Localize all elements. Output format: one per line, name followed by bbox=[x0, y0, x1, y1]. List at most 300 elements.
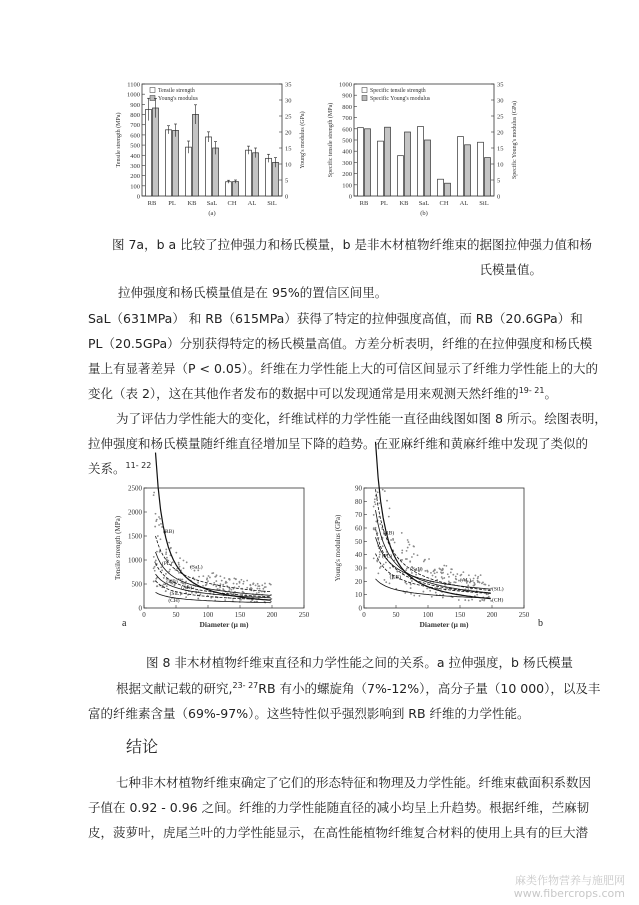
section-heading-text: 结论 bbox=[126, 737, 159, 756]
fig8-panel-b-point bbox=[386, 500, 388, 502]
fig8-panel-a-point bbox=[156, 585, 158, 587]
fig8-panel-b-point bbox=[455, 578, 457, 580]
fig8-panel-a-point bbox=[179, 566, 181, 568]
fig8-panel-b-point bbox=[432, 575, 434, 577]
fig7-panel-a-ylabel-right: Young's modulus (GPa) bbox=[300, 111, 306, 169]
fig8-panel-b-point bbox=[405, 558, 407, 560]
fig8-panel-a-point bbox=[153, 581, 155, 583]
fig7-panel-b-bar-KB-s1 bbox=[398, 156, 404, 196]
p3-line3-text: 关系。 bbox=[88, 461, 126, 476]
fig8-panel-b-point bbox=[452, 574, 454, 576]
fig7-panel-b-bar-SiL-s1 bbox=[478, 142, 484, 196]
fig8-panel-b-point bbox=[378, 556, 380, 558]
fig8-panel-b-point bbox=[374, 498, 376, 500]
fig8-panel-b-point bbox=[406, 583, 408, 585]
fig8-panel-b-point bbox=[401, 532, 403, 534]
fig8-panel-b-point bbox=[373, 506, 375, 508]
figure-8-svg bbox=[108, 480, 548, 640]
fig7-panel-b-bar-PL-s2 bbox=[385, 127, 391, 196]
fig8-panel-b-point bbox=[394, 542, 396, 544]
fig8-panel-a-point bbox=[262, 588, 264, 590]
fig8-panel-b-point bbox=[413, 595, 415, 597]
fig8-panel-b-xtick-label: 100 bbox=[422, 611, 434, 619]
fig8-panel-a-curve-label: (RB) bbox=[163, 529, 175, 536]
fig7-panel-b-ytick-label: 1000 bbox=[339, 81, 352, 89]
fig7-panel-b-y2tick-label: 35 bbox=[497, 81, 504, 89]
p5-line2: 子值在 0.92 - 0.96 之间。纤维的力学性能随直径的减小均呈上升趋势。根据纤维，苎麻韧 bbox=[88, 800, 590, 815]
fig7-panel-a-y2tick-label: 10 bbox=[285, 161, 292, 169]
fig7-panel-b-xtick-label: CH bbox=[439, 200, 449, 207]
fig8-panel-a-point bbox=[259, 588, 261, 590]
fig8-panel-a-point bbox=[158, 524, 160, 526]
fig8-panel-a-point bbox=[166, 557, 168, 559]
fig7-panel-b-bar-PL-s1 bbox=[378, 141, 384, 196]
fig8-panel-b-xlabel: Diameter (μ m) bbox=[419, 620, 469, 629]
fig8-panel-a-point bbox=[213, 582, 215, 584]
p2-end: 。 bbox=[544, 386, 557, 401]
fig8-panel-a-point bbox=[212, 572, 214, 574]
fig8-panel-a-point bbox=[243, 581, 245, 583]
fig8-panel-b-point bbox=[474, 583, 476, 585]
fig8-panel-a-point bbox=[155, 578, 157, 580]
fig8-panel-b-point bbox=[441, 576, 443, 578]
figure-7 bbox=[112, 78, 518, 228]
fig8-panel-b-curve-label: (KB) bbox=[389, 574, 401, 581]
fig8-panel-a-point bbox=[153, 492, 155, 494]
fig8-panel-b-point bbox=[375, 527, 377, 529]
fig7-panel-a-ytick-label: 1100 bbox=[127, 81, 140, 89]
fig8-panel-a-ytick-label: 2500 bbox=[128, 484, 142, 493]
fig8-panel-a-point bbox=[215, 580, 217, 582]
fig8-panel-b-point bbox=[407, 547, 409, 549]
figure-7-caption bbox=[112, 232, 593, 282]
fig8-panel-b-curve-label: (SiL) bbox=[492, 586, 504, 593]
fig7-panel-a-legend-label: Young's modulus bbox=[158, 96, 198, 102]
p4-reference: 23- 27 bbox=[232, 680, 259, 690]
fig8-panel-a-point bbox=[238, 586, 240, 588]
fig8-panel-b-ytick-label: 30 bbox=[355, 564, 362, 573]
fig8-panel-b-xtick-label: 150 bbox=[454, 611, 466, 619]
fig8-panel-b-point bbox=[382, 489, 384, 491]
fig8-panel-a-point bbox=[209, 577, 211, 579]
fig7-panel-a-y2tick-label: 15 bbox=[285, 145, 292, 153]
fig7-panel-a-ytick-label: 900 bbox=[130, 101, 140, 109]
fig8-panel-a-point bbox=[256, 592, 258, 594]
fig7-panel-b-bar-CH-s1 bbox=[438, 179, 444, 196]
fig7-panel-b-y2tick-label: 0 bbox=[497, 193, 501, 201]
fig7-panel-b-sublabel: (b) bbox=[420, 210, 428, 217]
fig8-panel-a-point bbox=[154, 566, 156, 568]
fig7-panel-a-sublabel: (a) bbox=[208, 210, 216, 217]
paragraph-conclusion bbox=[88, 770, 592, 845]
fig8-panel-a-point bbox=[261, 590, 263, 592]
fig8-panel-b-point bbox=[396, 571, 398, 573]
fig7-panel-b-xtick-label: KB bbox=[399, 200, 409, 207]
fig8-panel-b-point bbox=[488, 596, 490, 598]
fig7-panel-a-y2tick-label: 25 bbox=[285, 113, 292, 121]
fig8-panel-b-point bbox=[456, 573, 458, 575]
p4-line2: 富的纤维素含量（69%-97%）。这些特性似乎强烈影响到 RB 纤维的力学性能。 bbox=[88, 706, 530, 721]
fig8-panel-a-point bbox=[183, 560, 185, 562]
figure-8-caption bbox=[146, 650, 573, 675]
fig8-panel-a-point bbox=[202, 585, 204, 587]
fig8-panel-a-curve-label: (CH) bbox=[168, 598, 180, 605]
fig8-panel-b-point bbox=[426, 588, 428, 590]
fig8-panel-b-point bbox=[443, 565, 445, 567]
fig8-panel-b-point bbox=[408, 541, 410, 543]
fig8-panel-b-point bbox=[419, 595, 421, 597]
fig7-panel-a-bar-PL-s2 bbox=[173, 130, 179, 196]
fig8-panel-a-point bbox=[261, 584, 263, 586]
fig8-panel-a-point bbox=[240, 599, 242, 601]
fig8-panel-a-ytick-label: 0 bbox=[138, 604, 142, 613]
fig7-panel-a-ytick-label: 800 bbox=[130, 112, 140, 120]
fig8-panel-a-point bbox=[182, 579, 184, 581]
fig7-panel-a-ytick-label: 100 bbox=[130, 183, 140, 191]
fig7-panel-b-ytick-label: 200 bbox=[342, 171, 352, 179]
fig8-panel-a-point bbox=[156, 551, 158, 553]
fig8-panel-b-point bbox=[443, 577, 445, 579]
fig7-panel-b-ylabel-right: Specific Young's modulus (GPa) bbox=[512, 100, 518, 180]
section-heading-conclusion bbox=[126, 734, 158, 757]
fig7-panel-b-legend-swatch bbox=[362, 88, 367, 93]
fig8-panel-b-point bbox=[433, 570, 435, 572]
fig8-panel-b-point bbox=[378, 502, 380, 504]
fig7-panel-b-ytick-label: 800 bbox=[342, 103, 352, 111]
fig8-panel-a-point bbox=[236, 583, 238, 585]
fig8-panel-a-point bbox=[207, 580, 209, 582]
fig8-panel-b-point bbox=[486, 593, 488, 595]
fig8-panel-b-point bbox=[483, 600, 485, 602]
fig8-panel-a-point bbox=[219, 575, 221, 577]
fig8-panel-b-point bbox=[417, 554, 419, 556]
fig8-panel-a-point bbox=[163, 583, 165, 585]
fig7-panel-a-y2tick-label: 20 bbox=[285, 129, 292, 137]
fig7-panel-a-bar-KB-s1 bbox=[186, 147, 192, 196]
fig8-panel-b-point bbox=[424, 559, 426, 561]
paragraph-confidence bbox=[118, 280, 588, 305]
fig7-panel-a-ytick-label: 400 bbox=[130, 152, 140, 160]
fig8-panel-b-point bbox=[380, 566, 382, 568]
fig8-panel-a-point bbox=[161, 569, 163, 571]
p2-line1: SaL（631MPa） 和 RB（615MPa）获得了特定的拉伸强度高值，而 RB（20.6GPa）和 bbox=[88, 311, 583, 326]
figure-7-caption-line2: 氏模量值。 bbox=[479, 262, 542, 277]
fig8-panel-b-corner-label: b bbox=[538, 618, 543, 629]
fig8-panel-b-point bbox=[379, 554, 381, 556]
fig8-panel-a-point bbox=[224, 599, 226, 601]
fig8-panel-a-point bbox=[264, 586, 266, 588]
fig8-panel-b-ytick-label: 40 bbox=[355, 551, 362, 560]
fig7-panel-b-ylabel: Specific tensile strength (MPa) bbox=[328, 102, 334, 178]
fig7-panel-b-bar-AL-s1 bbox=[458, 137, 464, 196]
p5-line1: 七种非木材植物纤维束确定了它们的形态特征和物理及力学性能。纤维束截面积系数因 bbox=[116, 775, 592, 790]
p3-reference: 11- 22 bbox=[125, 460, 152, 470]
fig8-panel-b-point bbox=[448, 576, 450, 578]
fig8-panel-a-point bbox=[185, 596, 187, 598]
fig8-panel-b-point bbox=[376, 496, 378, 498]
fig8-panel-a-point bbox=[186, 561, 188, 563]
fig8-panel-a-point bbox=[229, 588, 231, 590]
fig7-panel-a-ytick-label: 500 bbox=[130, 142, 140, 150]
fig8-panel-a-point bbox=[155, 520, 157, 522]
fig8-panel-b-point bbox=[409, 544, 411, 546]
fig8-panel-b-point bbox=[477, 577, 479, 579]
fig8-panel-b-point bbox=[401, 549, 403, 551]
fig8-panel-a-point bbox=[178, 562, 180, 564]
fig7-panel-a-xtick-label: RB bbox=[147, 200, 157, 207]
fig8-panel-b-point bbox=[460, 574, 462, 576]
fig7-panel-a-ytick-label: 600 bbox=[130, 132, 140, 140]
fig8-panel-a-point bbox=[222, 584, 224, 586]
fig8-panel-b-point bbox=[407, 539, 409, 541]
fig8-panel-a-point bbox=[206, 577, 208, 579]
fig7-panel-a-bar-SaL-s2 bbox=[213, 148, 219, 196]
fig7-panel-a-bar-RB-s2 bbox=[153, 108, 159, 196]
p2-line3: 量上有显著差异（P < 0.05）。纤维在力学性能上大的可信区间显示了纤维力学性能上的大的 bbox=[88, 361, 599, 376]
fig8-panel-b-point bbox=[390, 539, 392, 541]
fig8-panel-a-point bbox=[202, 575, 204, 577]
fig8-panel-a-xtick-label: 250 bbox=[298, 611, 310, 619]
fig8-panel-a-point bbox=[255, 584, 257, 586]
fig7-panel-a-y2tick-label: 5 bbox=[285, 177, 289, 185]
watermark bbox=[514, 874, 625, 900]
fig8-panel-b-point bbox=[479, 600, 481, 602]
fig8-panel-b-point bbox=[410, 593, 412, 595]
fig8-panel-a-ytick-label: 1500 bbox=[128, 532, 142, 541]
fig7-panel-b-legend-label: Specific tensile strength bbox=[370, 88, 426, 94]
fig8-panel-b-point bbox=[373, 514, 375, 516]
fig8-panel-b-point bbox=[431, 596, 433, 598]
fig8-panel-a-point bbox=[165, 573, 167, 575]
p2-reference: 19- 21 bbox=[518, 385, 545, 395]
fig8-panel-a-point bbox=[257, 585, 259, 587]
fig7-panel-a-y2tick-label: 0 bbox=[285, 193, 289, 201]
fig7-panel-b-xtick-label: SaL bbox=[418, 200, 430, 207]
fig8-panel-b-ytick-label: 70 bbox=[355, 511, 362, 520]
fig8-panel-a-point bbox=[168, 542, 170, 544]
p2-line2: PL（20.5GPa）分别获得特定的杨氏模量高值。方差分析表明，纤维的在拉伸强度和杨氏模 bbox=[88, 336, 593, 351]
fig7-panel-a-y2tick-label: 30 bbox=[285, 97, 292, 105]
fig8-panel-a-point bbox=[180, 581, 182, 583]
fig7-panel-a-y2tick-label: 35 bbox=[285, 81, 292, 89]
fig8-panel-a-ytick-label: 2000 bbox=[128, 508, 142, 517]
fig8-panel-a-ytick-label: 500 bbox=[131, 580, 142, 589]
fig8-panel-a-point bbox=[246, 587, 248, 589]
fig8-panel-a-point bbox=[175, 569, 177, 571]
fig8-panel-a-point bbox=[165, 590, 167, 592]
fig8-panel-b-point bbox=[376, 561, 378, 563]
fig8-panel-b-ytick-label: 20 bbox=[355, 577, 362, 586]
fig8-panel-b-ytick-label: 10 bbox=[355, 591, 362, 600]
fig8-panel-b-point bbox=[442, 597, 444, 599]
fig7-panel-a-ytick-label: 200 bbox=[130, 173, 140, 181]
fig8-panel-b-curve-label: (AL) bbox=[460, 577, 471, 584]
figure-7-caption-line1: 图 7a，b a 比较了拉伸强力和杨氏模量，b 是非木材植物纤维束的据图拉伸强力值和杨 bbox=[112, 237, 593, 252]
fig7-panel-b-ytick-label: 300 bbox=[342, 159, 352, 167]
paragraph-specific-values bbox=[88, 306, 599, 406]
fig7-panel-b-legend-label: Specific Young's modulus bbox=[370, 96, 431, 102]
fig8-panel-b-xtick-label: 50 bbox=[392, 611, 400, 619]
fig8-panel-b-point bbox=[373, 558, 375, 560]
fig8-panel-a-ylabel: Tensile strength (MPa) bbox=[114, 515, 122, 581]
fig8-panel-a-xlabel: Diameter (μ m) bbox=[199, 620, 249, 629]
p2-line4 bbox=[88, 381, 558, 406]
fig8-panel-b-point bbox=[429, 590, 431, 592]
fig8-panel-a-point bbox=[159, 518, 161, 520]
fig8-panel-b-point bbox=[472, 580, 474, 582]
fig8-panel-a-point bbox=[197, 598, 199, 600]
fig8-panel-a-point bbox=[165, 549, 167, 551]
fig8-panel-b-point bbox=[475, 575, 477, 577]
fig7-panel-a-legend-label: Tensile strength bbox=[158, 88, 195, 94]
fig7-panel-b-ytick-label: 600 bbox=[342, 126, 352, 134]
fig8-panel-b-point bbox=[445, 565, 447, 567]
p4-pre: 根据文献记载的研究, bbox=[116, 681, 233, 696]
fig8-panel-a-xtick-label: 50 bbox=[172, 611, 180, 619]
fig8-panel-b-point bbox=[481, 599, 483, 601]
fig8-panel-b-point bbox=[415, 574, 417, 576]
fig8-panel-b-point bbox=[482, 581, 484, 583]
fig8-panel-b-point bbox=[468, 600, 470, 602]
fig8-panel-b-point bbox=[373, 529, 375, 531]
fig8-panel-b-point bbox=[379, 523, 381, 525]
paragraph-confidence-text: 拉伸强度和杨氏模量值是在 95%的置信区间里。 bbox=[118, 285, 388, 300]
fig8-panel-a-point bbox=[185, 581, 187, 583]
fig8-panel-a-point bbox=[153, 494, 155, 496]
fig8-panel-a-xtick-label: 100 bbox=[202, 611, 214, 619]
fig8-panel-a-point bbox=[225, 581, 227, 583]
fig8-panel-b-point bbox=[440, 571, 442, 573]
fig8-panel-b-point bbox=[476, 594, 478, 596]
fig8-panel-a-point bbox=[258, 592, 260, 594]
fig8-panel-a-point bbox=[159, 551, 161, 553]
fig7-panel-a-bar-AL-s2 bbox=[253, 153, 259, 196]
fig8-panel-a-point bbox=[160, 523, 162, 525]
fig8-panel-a-point bbox=[239, 582, 241, 584]
p3-line1: 为了评估力学性能大的变化，纤维试样的力学性能一直径曲线图如图 8 所示。绘图表明， bbox=[116, 411, 607, 426]
fig8-panel-a-point bbox=[240, 579, 242, 581]
fig8-panel-b-point bbox=[464, 599, 466, 601]
fig8-panel-a-xtick-label: 0 bbox=[142, 611, 146, 619]
fig7-panel-b-y2tick-label: 15 bbox=[497, 145, 504, 153]
fig8-panel-a-point bbox=[154, 561, 156, 563]
fig8-panel-b-point bbox=[458, 599, 460, 601]
fig8-panel-b-point bbox=[404, 592, 406, 594]
fig8-panel-b-point bbox=[389, 507, 391, 509]
fig8-panel-a-ytick-label: 1000 bbox=[128, 556, 142, 565]
fig7-panel-a-bar-SaL-s1 bbox=[206, 137, 212, 196]
fig8-panel-a-point bbox=[246, 580, 248, 582]
fig8-panel-b-curve-label: (RB) bbox=[383, 530, 395, 537]
fig8-panel-a-point bbox=[191, 592, 193, 594]
p3-line2: 拉伸强度和杨氏模量随纤维直径增加呈下降的趋势。在亚麻纤维和黄麻纤维中发现了类似的 bbox=[88, 436, 589, 451]
fig8-panel-b-point bbox=[388, 516, 390, 518]
fig8-panel-b-ytick-label: 0 bbox=[358, 604, 362, 613]
fig8-panel-a-curve-label: (PL) bbox=[161, 560, 173, 567]
fig7-panel-a-bar-CH-s1 bbox=[226, 182, 232, 196]
fig8-panel-a-point bbox=[154, 526, 156, 528]
fig7-panel-b-bar-SiL-s2 bbox=[485, 158, 491, 196]
paragraph-rb-properties bbox=[88, 676, 601, 726]
fig7-panel-b-xtick-label: RB bbox=[359, 200, 369, 207]
fig8-panel-b-point bbox=[410, 587, 412, 589]
fig8-panel-a-point bbox=[169, 569, 171, 571]
fig7-panel-b-bar-SaL-s2 bbox=[425, 140, 431, 196]
fig8-panel-a-point bbox=[178, 572, 180, 574]
fig8-panel-a-curve-label: (KB) bbox=[166, 579, 178, 586]
fig7-panel-a-xtick-label: CH bbox=[227, 200, 237, 207]
fig8-panel-b-point bbox=[411, 556, 413, 558]
p5-line3: 皮，菠萝叶，虎尾兰叶的力学性能显示，在高性能植物纤维复合材料的使用上具有的巨大潜 bbox=[88, 825, 589, 840]
fig7-panel-b-ytick-label: 900 bbox=[342, 92, 352, 100]
fig8-panel-a-point bbox=[153, 567, 155, 569]
fig8-panel-b-ylabel: Young's modulus (GPa) bbox=[334, 514, 342, 582]
fig7-panel-b-ytick-label: 700 bbox=[342, 115, 352, 123]
fig8-panel-a-point bbox=[157, 535, 159, 537]
fig8-panel-b-point bbox=[409, 561, 411, 563]
fig8-panel-a-point bbox=[197, 582, 199, 584]
fig7-panel-b-ytick-label: 0 bbox=[348, 193, 352, 201]
fig8-panel-b-point bbox=[389, 567, 391, 569]
fig7-panel-a-xtick-label: SaL bbox=[206, 200, 218, 207]
fig8-panel-a-point bbox=[160, 538, 162, 540]
fig8-panel-b-point bbox=[406, 568, 408, 570]
fig8-panel-b-xtick-label: 0 bbox=[362, 611, 366, 619]
fig8-panel-b-point bbox=[442, 578, 444, 580]
fig7-panel-b-bar-AL-s2 bbox=[465, 145, 471, 196]
fig8-panel-a-point bbox=[198, 576, 200, 578]
fig8-panel-a-point bbox=[214, 576, 216, 578]
fig8-panel-b-point bbox=[405, 569, 407, 571]
fig7-panel-a-bar-RB-s1 bbox=[146, 109, 152, 196]
fig8-panel-b-point bbox=[377, 572, 379, 574]
fig8-panel-b-point bbox=[375, 503, 377, 505]
fig8-panel-b-point bbox=[384, 490, 386, 492]
fig8-panel-b-point bbox=[440, 569, 442, 571]
fig7-panel-b-xtick-label: PL bbox=[380, 200, 388, 207]
fig8-panel-a-point bbox=[153, 556, 155, 558]
fig8-panel-b-point bbox=[471, 599, 473, 601]
fig8-panel-a-point bbox=[233, 578, 235, 580]
fig8-panel-a-point bbox=[175, 552, 177, 554]
fig7-panel-b-ytick-label: 400 bbox=[342, 148, 352, 156]
fig8-panel-a-point bbox=[220, 583, 222, 585]
fig8-panel-b-point bbox=[467, 588, 469, 590]
fig8-panel-a-xtick-label: 150 bbox=[234, 611, 246, 619]
watermark-line1: 麻类作物营养与施肥网 bbox=[515, 874, 625, 887]
fig8-panel-b-point bbox=[423, 591, 425, 593]
fig7-panel-b-xtick-label: SiL bbox=[479, 200, 489, 207]
paragraph-diameter-trend bbox=[88, 406, 607, 481]
fig8-panel-b-point bbox=[436, 571, 438, 573]
fig8-panel-b-point bbox=[442, 568, 444, 570]
fig8-panel-b-point bbox=[448, 582, 450, 584]
fig8-panel-b-point bbox=[468, 574, 470, 576]
fig7-panel-a-ylabel: Tensile strength (MPa) bbox=[116, 112, 122, 168]
fig7-panel-b-bar-CH-s2 bbox=[445, 183, 451, 196]
fig7-panel-b-bar-KB-s2 bbox=[405, 132, 411, 196]
fig8-panel-b-point bbox=[406, 550, 408, 552]
fig8-panel-b-point bbox=[453, 581, 455, 583]
fig8-panel-b-curve-label: (CH) bbox=[492, 597, 504, 604]
fig7-panel-a-xtick-label: KB bbox=[187, 200, 197, 207]
fig8-panel-b-point bbox=[485, 584, 487, 586]
fig8-panel-a-point bbox=[224, 577, 226, 579]
fig8-panel-b-point bbox=[424, 570, 426, 572]
fig8-panel-b-point bbox=[462, 571, 464, 573]
fig8-panel-a-point bbox=[170, 547, 172, 549]
fig8-panel-a-point bbox=[251, 588, 253, 590]
